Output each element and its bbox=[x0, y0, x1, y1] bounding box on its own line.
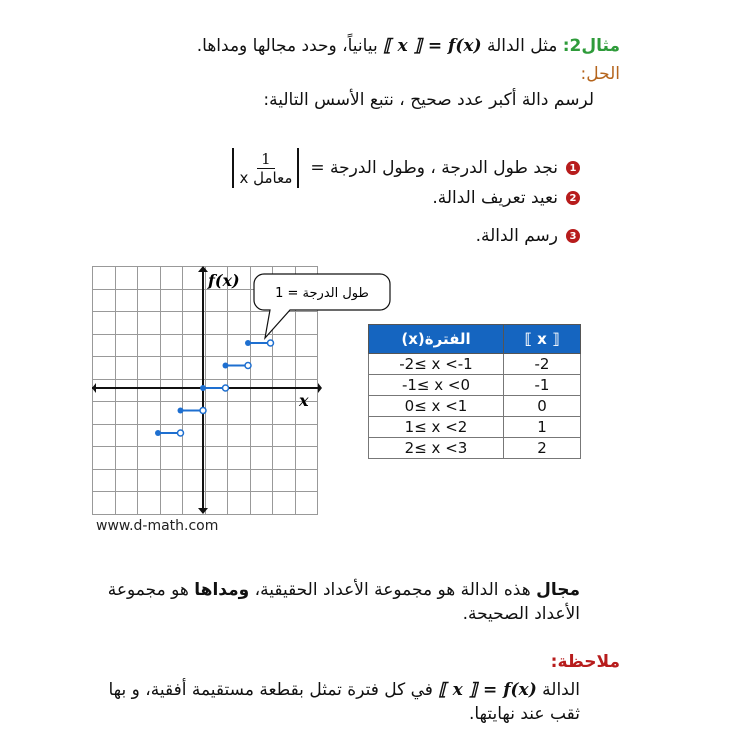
note-heading: ملاحظة: bbox=[550, 652, 620, 672]
closed-endpoint bbox=[155, 430, 161, 436]
table-cell: 1 bbox=[504, 417, 581, 438]
domain-range-paragraph bbox=[100, 578, 580, 626]
range-word: ومداها bbox=[194, 580, 250, 600]
values-table bbox=[368, 324, 581, 459]
table-cell: 0 bbox=[504, 396, 581, 417]
website-credit: www.d-math.com bbox=[96, 518, 219, 534]
example-formula: ⟦ x ⟧ = f(x) bbox=[383, 36, 482, 56]
table-row bbox=[369, 438, 581, 459]
step-2-text: نعيد تعريف الدالة. bbox=[432, 188, 558, 208]
x-axis-arrow-icon bbox=[318, 383, 322, 393]
step-1-text: نجد طول الدرجة ، وطول الدرجة = bbox=[310, 158, 558, 178]
y-axis-arrow-down-icon bbox=[198, 508, 208, 514]
open-endpoint bbox=[178, 430, 184, 436]
table-row bbox=[369, 354, 581, 375]
closed-endpoint bbox=[245, 340, 251, 346]
example-text-after: بيانياً، وحدد مجالها ومداها. bbox=[196, 36, 384, 56]
intro-text: لرسم دالة أكبر عدد صحيح ، نتبع الأسس التالية: bbox=[263, 90, 594, 110]
step-3 bbox=[476, 226, 580, 246]
table-cell: -1 bbox=[504, 375, 581, 396]
step-function-graph bbox=[92, 266, 369, 514]
step-length-formula bbox=[229, 148, 302, 188]
closed-endpoint bbox=[178, 408, 184, 414]
table-cell: -2≤ x <-1 bbox=[369, 354, 504, 375]
open-endpoint bbox=[223, 385, 229, 391]
step-2 bbox=[432, 188, 580, 208]
step-number-2: 2 bbox=[566, 191, 580, 205]
step-3-text: رسم الدالة. bbox=[475, 226, 558, 246]
example-text-before: مثل الدالة bbox=[481, 36, 563, 56]
open-endpoint bbox=[200, 408, 206, 414]
closed-endpoint bbox=[200, 385, 206, 391]
step-number-1: 1 bbox=[566, 161, 580, 175]
note-text-after: في كل فترة تمثل بقطعة مستقيمة أفقية، و بها ثقب عند نهايتها. bbox=[108, 680, 580, 724]
fraction-denominator: معامل x bbox=[239, 168, 293, 187]
table-cell: -1≤ x <0 bbox=[369, 375, 504, 396]
fraction-numerator: 1 bbox=[257, 150, 275, 169]
domain-word: مجال bbox=[536, 580, 580, 600]
table-cell: 1≤ x <2 bbox=[369, 417, 504, 438]
table-header-floor: ⟦ x ⟧ bbox=[504, 325, 581, 354]
closed-endpoint bbox=[223, 363, 229, 369]
table-row bbox=[369, 417, 581, 438]
y-axis-label: f(x) bbox=[208, 271, 240, 290]
table-row bbox=[369, 375, 581, 396]
table-row bbox=[369, 396, 581, 417]
table-cell: 2 bbox=[504, 438, 581, 459]
table-cell: -2 bbox=[504, 354, 581, 375]
x-axis-label: x bbox=[299, 391, 309, 410]
note-formula: ⟦ x ⟧ = f(x) bbox=[438, 680, 537, 700]
note-paragraph bbox=[100, 678, 580, 726]
example-title bbox=[197, 36, 620, 56]
note-text-before: الدالة bbox=[536, 680, 580, 700]
callout-text: طول الدرجة = 1 bbox=[275, 286, 369, 301]
table-cell: 2≤ x <3 bbox=[369, 438, 504, 459]
open-endpoint bbox=[245, 363, 251, 369]
table-cell: 0≤ x <1 bbox=[369, 396, 504, 417]
example-label: مثال2: bbox=[562, 36, 620, 56]
domain-text-1: هذه الدالة هو مجموعة الأعداد الحقيقية، bbox=[249, 580, 537, 600]
solution-label: الحل: bbox=[580, 64, 620, 84]
table-header-interval: الفترة(x) bbox=[369, 325, 504, 354]
step-number-3: 3 bbox=[566, 229, 580, 243]
domain-text-2: هو مجموعة الأعداد الصحيحة. bbox=[107, 580, 580, 624]
step-1 bbox=[229, 148, 580, 188]
open-endpoint bbox=[268, 340, 274, 346]
